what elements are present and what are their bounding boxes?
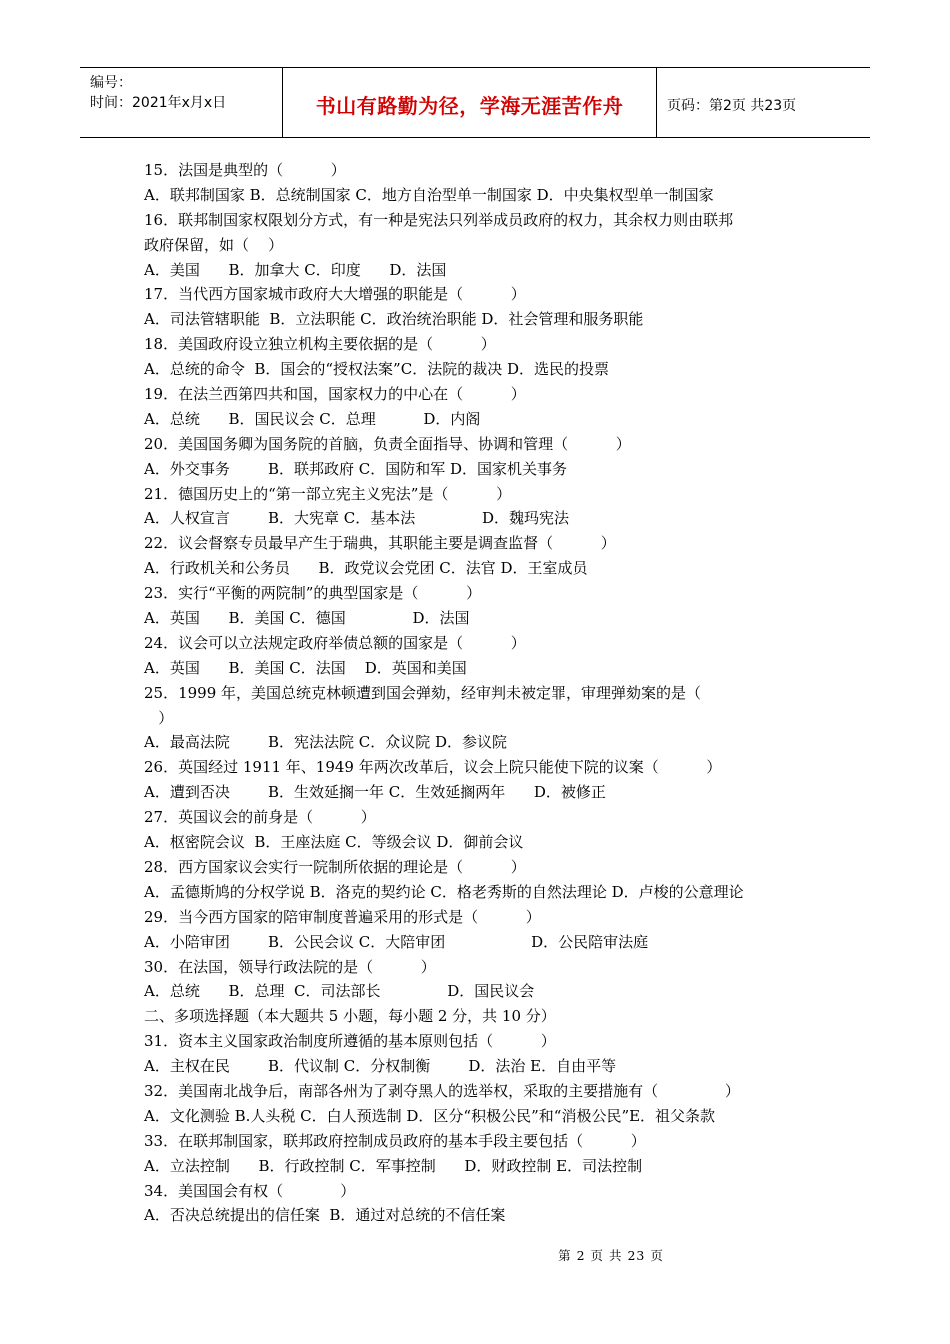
text-line: 21．德国历史上的“第一部立宪主义宪法”是（ ） — [144, 484, 512, 503]
text-line: 31．资本主义国家政治制度所遵循的基本原则包括（ ） — [144, 1032, 556, 1051]
text-line: 27．英国议会的前身是（ ） — [144, 808, 376, 827]
time-label: 时间：2021年x月x日 — [90, 95, 227, 111]
text-line: 22．议会督察专员最早产生于瑞典，其职能主要是调查监督（ ） — [144, 534, 616, 553]
text-line: 23．实行“平衡的两院制”的典型国家是（ ） — [144, 584, 482, 603]
text-line: ） — [144, 708, 174, 727]
text-line: 16．联邦制国家权限划分方式，有一种是宪法只列举成员政府的权力，其余权力则由联邦 — [144, 210, 734, 229]
text-line: 30．在法国，领导行政法院的是（ ） — [144, 957, 436, 976]
text-line: A．否决总统提出的信任案 B．通过对总统的不信任案 — [144, 1206, 506, 1225]
code-label: 编号： — [90, 75, 132, 91]
text-line: A．美国 B．加拿大 C．印度 D．法国 — [144, 260, 447, 279]
text-line: A．人权宣言 B．大宪章 C．基本法 D．魏玛宪法 — [144, 509, 570, 528]
text-line: A．行政机关和公务员 B．政党议会党团 C．法官 D．王室成员 — [144, 559, 588, 578]
text-line: 17．当代西方国家城市政府大大增强的职能是（ ） — [144, 285, 526, 304]
header-meta — [80, 68, 283, 137]
text-line: 15．法国是典型的（ ） — [144, 161, 346, 179]
question-list — [144, 158, 814, 1228]
text-line: A．联邦制国家 B．总统制国家 C．地方自治型单一制国家 D．中央集权型单一制国家 — [144, 185, 714, 204]
text-line: A．遭到否决 B．生效延搁一年 C．生效延搁两年 D．被修正 — [144, 783, 606, 802]
text-line: A．司法管辖职能 B．立法职能 C．政治统治职能 D．社会管理和服务职能 — [144, 310, 644, 329]
text-line: 24．议会可以立法规定政府举债总额的国家是（ ） — [144, 633, 526, 652]
text-line: 二、多项选择题（本大题共 5 小题，每小题 2 分，共 10 分） — [144, 1007, 556, 1026]
text-line: A．总统 B．国民议会 C．总理 D．内阁 — [144, 409, 481, 428]
text-line: 29．当今西方国家的陪审制度普遍采用的形式是（ ） — [144, 907, 541, 926]
page-header — [80, 67, 870, 138]
text-line: A．小陪审团 B．公民会议 C．大陪审团 D．公民陪审法庭 — [144, 932, 649, 951]
text-line: A．英国 B．美国 C．法国 D．英国和美国 — [144, 658, 467, 677]
text-line: 25．1999 年，美国总统克林顿遭到国会弹劾，经审判未被定罪，审理弹劾案的是（ — [144, 683, 702, 702]
text-line: A．最高法院 B．宪法法院 C．众议院 D．参议院 — [144, 733, 508, 752]
text-line: 34．美国国会有权（ ） — [144, 1181, 356, 1200]
text-line: A．外交事务 B．联邦政府 C．国防和军 D．国家机关事务 — [144, 459, 568, 478]
text-line: A．总统的命令 B．国会的“授权法案”C．法院的裁决 D．选民的投票 — [144, 360, 610, 379]
text-line: A．文化测验 B.人头税 C．白人预选制 D．区分“积极公民”和“消极公民”E．祖父条款 — [144, 1106, 716, 1125]
text-line: 28．西方国家议会实行一院制所依据的理论是（ ） — [144, 857, 526, 876]
text-line: A．英国 B．美国 C．德国 D．法国 — [144, 609, 470, 628]
text-line: 20．美国国务卿为国务院的首脑，负责全面指导、协调和管理（ ） — [144, 434, 631, 453]
page-footer — [0, 1246, 950, 1264]
page-number: 第 2 页 共 23 页 — [558, 1248, 664, 1263]
text-line: A．主权在民 B．代议制 C．分权制衡 D．法治 E．自由平等 — [144, 1057, 617, 1076]
text-line: 32．美国南北战争后，南部各州为了剥夺黑人的选举权，采取的主要措施有（ ） — [144, 1081, 740, 1100]
header-page-info: 页码：第2页 共23页 — [667, 97, 797, 114]
text-line: A．总统 B．总理 C．司法部长 D．国民议会 — [144, 982, 535, 1001]
text-line: A．孟德斯鸠的分权学说 B．洛克的契约论 C．格老秀斯的自然法理论 D．卢梭的公意理论 — [144, 882, 744, 901]
text-line: A．立法控制 B．行政控制 C．军事控制 D．财政控制 E．司法控制 — [144, 1156, 643, 1175]
text-line: 33．在联邦制国家，联邦政府控制成员政府的基本手段主要包括（ ） — [144, 1131, 646, 1150]
text-line: 18．美国政府设立独立机构主要依据的是（ ） — [144, 335, 496, 354]
text-line: 政府保留，如（ ） — [144, 235, 284, 254]
text-line: 26．英国经过 1911 年、1949 年两次改革后，议会上院只能使下院的议案（ ） — [144, 758, 722, 777]
text-line: A．枢密院会议 B．王座法庭 C．等级会议 D．御前会议 — [144, 833, 524, 852]
text-line: 19．在法兰西第四共和国，国家权力的中心在（ ） — [144, 385, 526, 404]
header-motto: 书山有路勤为径，学海无涯苦作舟 — [283, 68, 657, 137]
